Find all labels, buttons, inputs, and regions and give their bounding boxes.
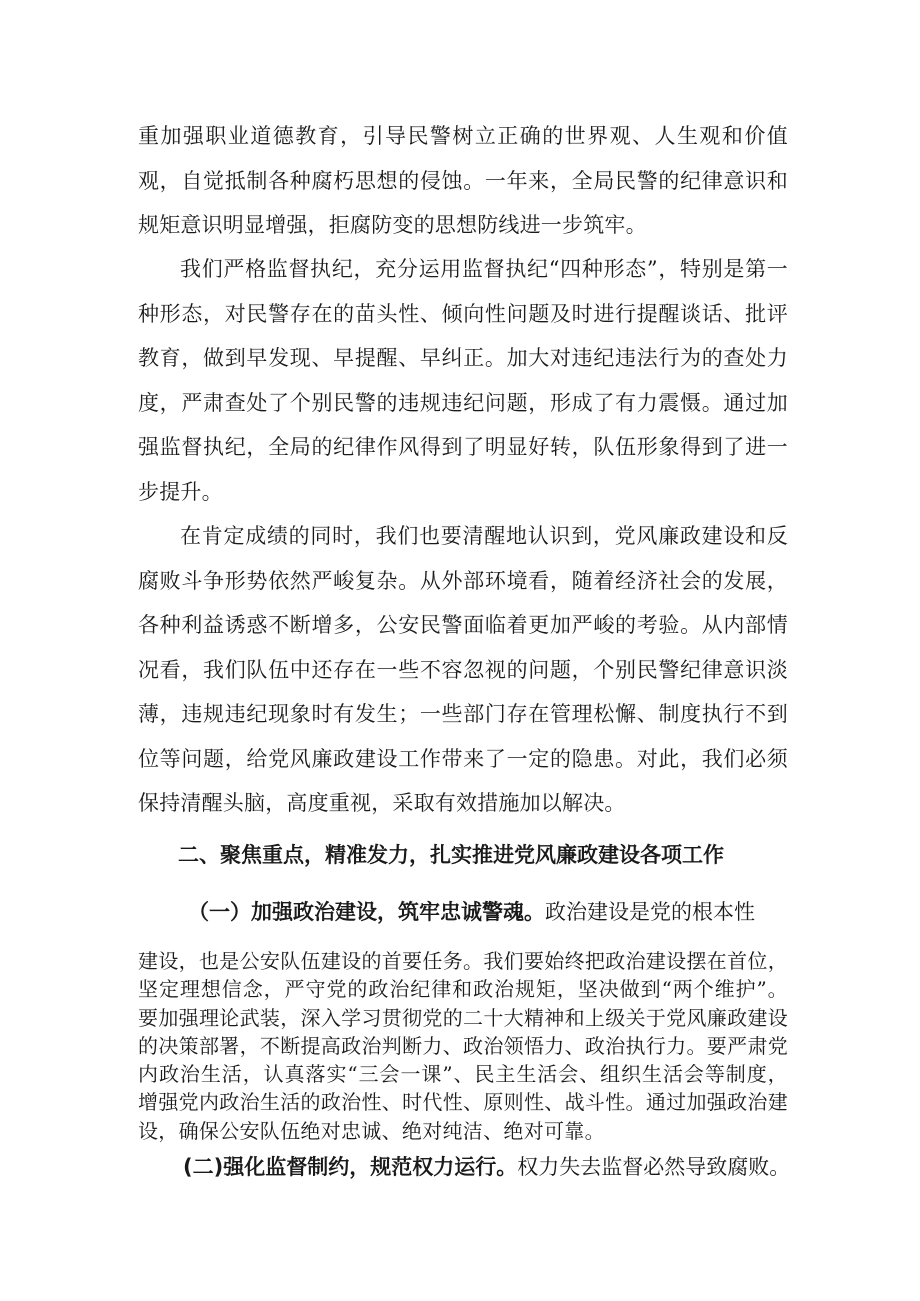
subsection-two-title: (二)强化监督制约，规范权力运行。 — [183, 1155, 518, 1179]
paragraph-political-building: 建设，也是公安队伍建设的首要任务。我们要始终把政治建设摆在首位，坚定理想信念，严守党的政治纪律和政治规矩，坚决做到“两个维护”。要加强理论武装，深入学习贯彻党的二十大精神和上级关于党风廉政建设的决策部署，不断提高政治判断力、政治领悟力、政治执行力。要严肃党内政治生活，认真落实“三会一课”、民主生活会、组织生活会等制度，增强党内政治生活的政治性、时代性、原则性、战斗性。通过加强政治建设，确保公安队伍绝对忠诚、绝对纯洁、绝对可靠。 — [138, 949, 788, 1143]
paragraph-supervision: 我们严格监督执纪，充分运用监督执纪“四种形态”，特别是第一种形态，对民警存在的苗头性、倾向性问题及时进行提醒谈话、批评教育，做到早发现、早提醒、早纠正。加大对违纪违法行为的查处力度，严肃查处了个别民警的违规违纪问题，形成了有力震慑。通过加强监督执纪，全局的纪律作风得到了明显好转，队伍形象得到了进一步提升。 — [138, 257, 788, 504]
subsection-one-text: 政治建设是党的根本性 — [545, 900, 755, 924]
subsection-one-lead — [188, 897, 755, 927]
paragraph-continuation: 重加强职业道德教育，引导民警树立正确的世界观、人生观和价值观，自觉抵制各种腐朽思想的侵蚀。一年来，全局民警的纪律意识和规矩意识明显增强，拒腐防变的思想防线进一步筑牢。 — [138, 124, 788, 237]
subsection-two-lead — [183, 1152, 790, 1182]
subsection-one-title: （一）加强政治建设，筑牢忠诚警魂。 — [188, 900, 545, 924]
subsection-two-text: 权力失去监督必然导致腐败。 — [517, 1155, 791, 1179]
paragraph-situation: 在肯定成绩的同时，我们也要清醒地认识到，党风廉政建设和反腐败斗争形势依然严峻复杂。从外部环境看，随着经济社会的发展，各种利益诱惑不断增多，公安民警面临着更加严峻的考验。从内部情况看，我们队伍中还存在一些不容忽视的问题，个别民警纪律意识淡薄，违规违纪现象时有发生；一些部门存在管理松懈、制度执行不到位等问题，给党风廉政建设工作带来了一定的隐患。对此，我们必须保持清醒头脑，高度重视，采取有效措施加以解决。 — [138, 524, 788, 815]
section-heading-two: 二、聚焦重点，精准发力，扎实推进党风廉政建设各项工作 — [178, 843, 724, 867]
